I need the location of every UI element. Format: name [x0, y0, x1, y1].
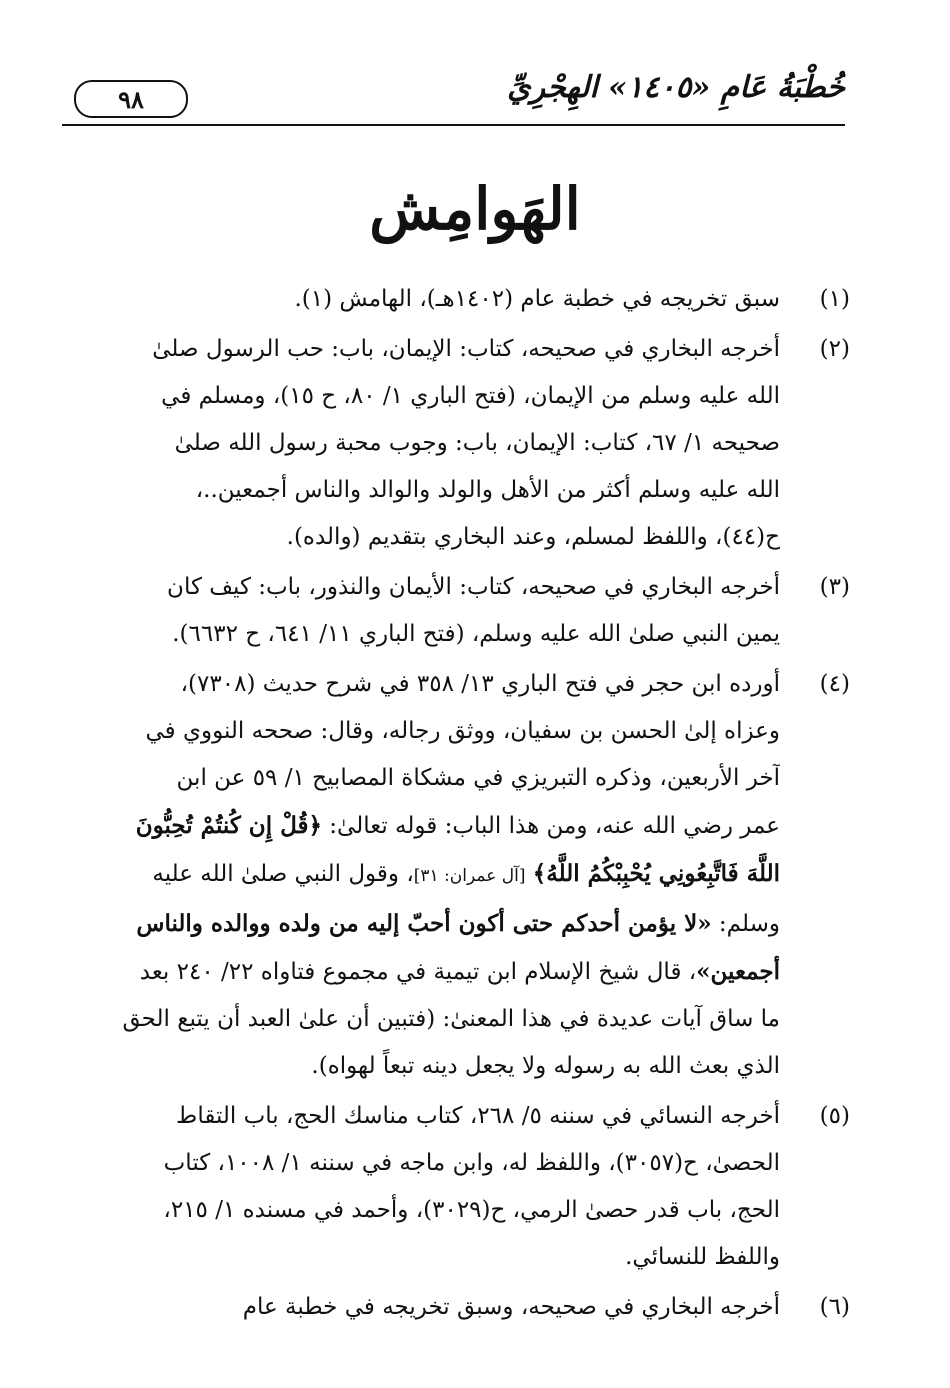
- page-number: ٩٨: [118, 84, 144, 114]
- footnote-line: [62, 948, 780, 996]
- footnote-line: ما ساق آيات عديدة في هذا المعنىٰ: (فتبين أن علىٰ العبد أن يتبع الحق: [122, 1006, 780, 1032]
- text-segment: وسلم:: [711, 911, 780, 937]
- footnote-number: (٣): [819, 574, 850, 600]
- page-header: [62, 62, 845, 122]
- footnote-text: [62, 1284, 780, 1331]
- footnote-6: [62, 1284, 850, 1331]
- footnote-text: [62, 564, 780, 658]
- page-number-badge: [74, 80, 188, 118]
- footnote-number: (٢): [819, 336, 850, 362]
- footnote-4: [62, 661, 850, 1090]
- header-rule: [62, 124, 845, 126]
- footnote-line: ح(٤٤)، واللفظ لمسلم، وعند البخاري بتقديم (والده).: [286, 524, 780, 550]
- footnote-number: (٥): [819, 1103, 850, 1129]
- footnote-text: [62, 661, 780, 1090]
- footnote-line: وعزاه إلىٰ الحسن بن سفيان، ووثق رجاله، وقال: صححه النووي في: [145, 718, 780, 744]
- footnote-line: صحيحه ١/ ٦٧، كتاب: الإيمان، باب: وجوب محبة رسول الله صلىٰ: [174, 430, 780, 456]
- footnote-line: أورده ابن حجر في فتح الباري ١٣/ ٣٥٨ في شرح حديث (٧٣٠٨)،: [180, 671, 780, 697]
- hadith-text: «لا يؤمن أحدكم حتى أكون أحبّ إليه من ولده ووالده والناس: [136, 910, 712, 937]
- footnote-number: (٤): [819, 671, 850, 697]
- footnote-line: أخرجه البخاري في صحيحه، كتاب: الأيمان والنذور، باب: كيف كان: [167, 574, 780, 600]
- footnote-text: [62, 326, 780, 561]
- footnote-number: (١): [819, 286, 850, 312]
- text-segment: عمر رضي الله عنه، ومن هذا الباب: قوله تعالىٰ:: [321, 813, 780, 839]
- footnotes-list: [62, 276, 850, 1334]
- footnote-line: أخرجه النسائي في سننه ٥/ ٢٦٨، كتاب مناسك الحج، باب التقاط: [176, 1103, 780, 1129]
- footnote-line: [62, 802, 780, 850]
- footnote-line: الذي بعث الله به رسوله ولا يجعل دينه تبعاً لهواه).: [311, 1053, 780, 1079]
- hadith-text: أجمعين»: [696, 958, 780, 985]
- text-segment: ، قال شيخ الإسلام ابن تيمية في مجموع فتاواه ٢٢/ ٢٤٠ بعد: [139, 959, 697, 985]
- quran-verse: ﴿قُلْ إِن كُنتُمْ تُحِبُّونَ: [135, 812, 322, 839]
- text-segment: ، وقول النبي صلىٰ الله عليه: [152, 861, 414, 887]
- footnote-line: سبق تخريجه في خطبة عام (١٤٠٢هـ)، الهامش (١).: [294, 286, 780, 312]
- footnote-line: الحج، باب قدر حصىٰ الرمي، ح(٣٠٢٩)، وأحمد في مسنده ١/ ٢١٥،: [163, 1197, 780, 1223]
- footnote-5: [62, 1093, 850, 1281]
- footnote-line: [62, 900, 780, 948]
- footnote-1: [62, 276, 850, 323]
- footnote-line: أخرجه البخاري في صحيحه، وسبق تخريجه في خطبة عام: [242, 1294, 780, 1320]
- section-title: الهَوامِش: [369, 175, 581, 243]
- footnote-line: يمين النبي صلىٰ الله عليه وسلم، (فتح الباري ١١/ ٦٤١، ح ٦٦٣٢).: [172, 621, 780, 647]
- footnote-3: [62, 564, 850, 658]
- footnote-line: آخر الأربعين، وذكره التبريزي في مشكاة المصابيح ١/ ٥٩ عن ابن: [176, 765, 780, 791]
- footnote-line: [62, 850, 780, 900]
- footnote-line: واللفظ للنسائي.: [625, 1244, 780, 1270]
- footnote-2: [62, 326, 850, 561]
- footnote-line: أخرجه البخاري في صحيحه، كتاب: الإيمان، باب: حب الرسول صلىٰ: [152, 336, 780, 362]
- footnote-text: [62, 276, 780, 323]
- running-title: خُطْبَةُ عَامِ «١٤٠٥» الهِجْرِيِّ: [507, 70, 845, 105]
- quran-verse: اللَّهَ فَاتَّبِعُونِي يُحْبِبْكُمُ اللَّهُ﴾: [532, 860, 780, 887]
- footnote-text: [62, 1093, 780, 1281]
- footnote-line: الله عليه وسلم أكثر من الأهل والولد والوالد والناس أجمعين..،: [195, 477, 780, 503]
- footnote-number: (٦): [819, 1294, 850, 1320]
- footnote-line: الحصىٰ، ح(٣٠٥٧)، واللفظ له، وابن ماجه في سننه ١/ ١٠٠٨، كتاب: [163, 1150, 780, 1176]
- verse-reference: [آل عمران: ٣١]: [413, 866, 526, 886]
- footnote-line: الله عليه وسلم من الإيمان، (فتح الباري ١/ ٨٠، ح ١٥)، ومسلم في: [161, 383, 780, 409]
